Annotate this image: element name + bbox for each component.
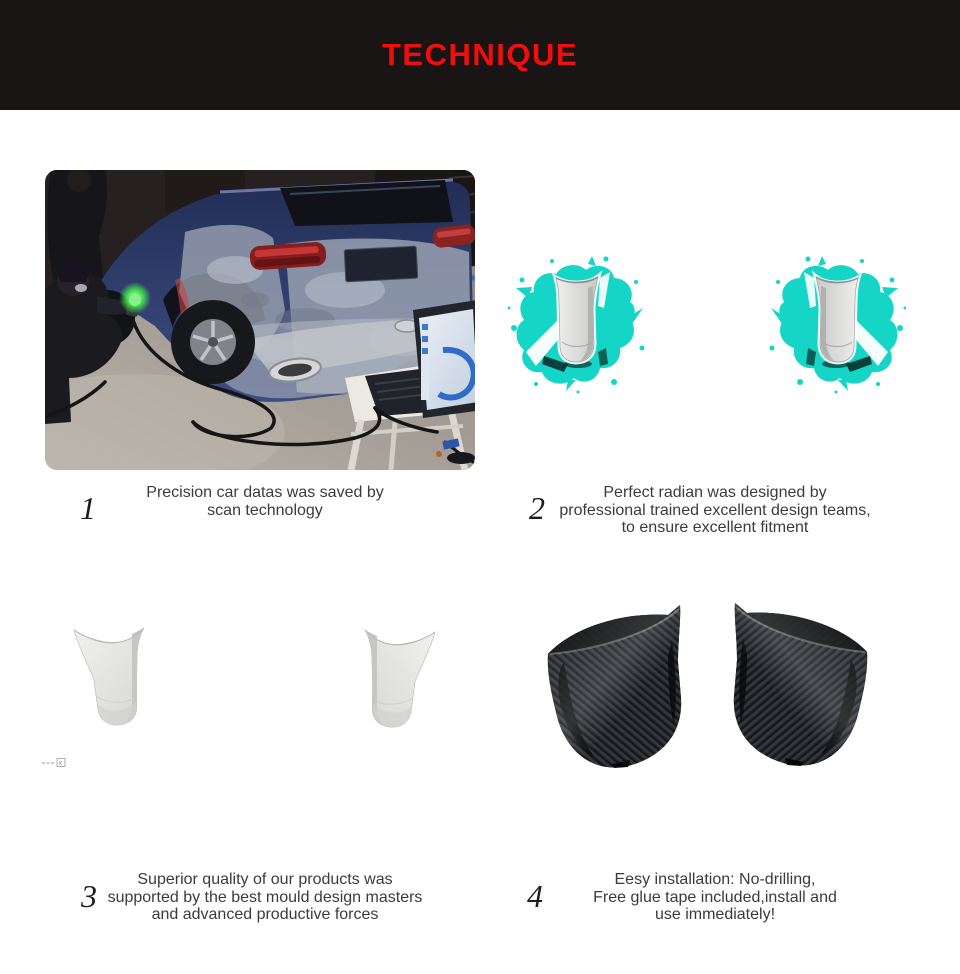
rendered-trim-part <box>816 277 858 362</box>
step-4-caption <box>520 871 910 924</box>
carbon-part-illustration <box>534 600 700 772</box>
carbon-part-illustration-mirrored <box>712 598 884 770</box>
caption-line: use immediately! <box>654 906 776 923</box>
caption-line: Superior quality of our products was <box>137 871 393 888</box>
caption-line: supported by the best mould design masters <box>107 888 423 906</box>
header-band <box>0 0 960 110</box>
step-2-caption <box>520 484 910 537</box>
step-4-number: 4 <box>527 878 543 914</box>
scan-photo-illustration <box>45 170 475 470</box>
cad-axis-label: x <box>58 760 62 767</box>
page-title: TECHNIQUE <box>381 37 579 72</box>
cad-axis-glyph <box>42 757 68 769</box>
caption-line: Perfect radian was designed by <box>603 484 827 501</box>
step-3-caption <box>55 871 475 924</box>
caption-line: Precision car datas was saved by <box>146 484 384 501</box>
mould-part-illustration <box>64 624 154 728</box>
design-render-right <box>768 256 906 394</box>
caption-line: and advanced productive forces <box>151 906 379 923</box>
splash-render-illustration <box>508 256 646 394</box>
step-1-number: 1 <box>80 490 96 526</box>
design-render-left <box>508 256 646 394</box>
carbon-part-left <box>534 600 700 772</box>
mould-part-left <box>64 624 154 728</box>
splash-render-illustration-mirrored <box>768 256 906 394</box>
step-3-number: 3 <box>81 878 97 914</box>
step-1-caption <box>55 484 475 519</box>
caption-line: to ensure excellent fitment <box>621 519 809 536</box>
mould-part-illustration-mirrored <box>355 626 445 730</box>
step-2-number: 2 <box>529 490 545 526</box>
mould-part-right <box>355 626 445 730</box>
cad-axis-icon <box>42 757 68 769</box>
rendered-trim-part <box>556 277 598 362</box>
caption-line: scan technology <box>207 501 323 519</box>
carbon-part-right <box>712 598 884 770</box>
scan-photo <box>45 170 475 470</box>
caption-line: Eesy installation: No-drilling, <box>614 871 816 888</box>
caption-line: professional trained excellent design teams, <box>559 501 871 519</box>
caption-line: Free glue tape included,install and <box>593 888 837 906</box>
